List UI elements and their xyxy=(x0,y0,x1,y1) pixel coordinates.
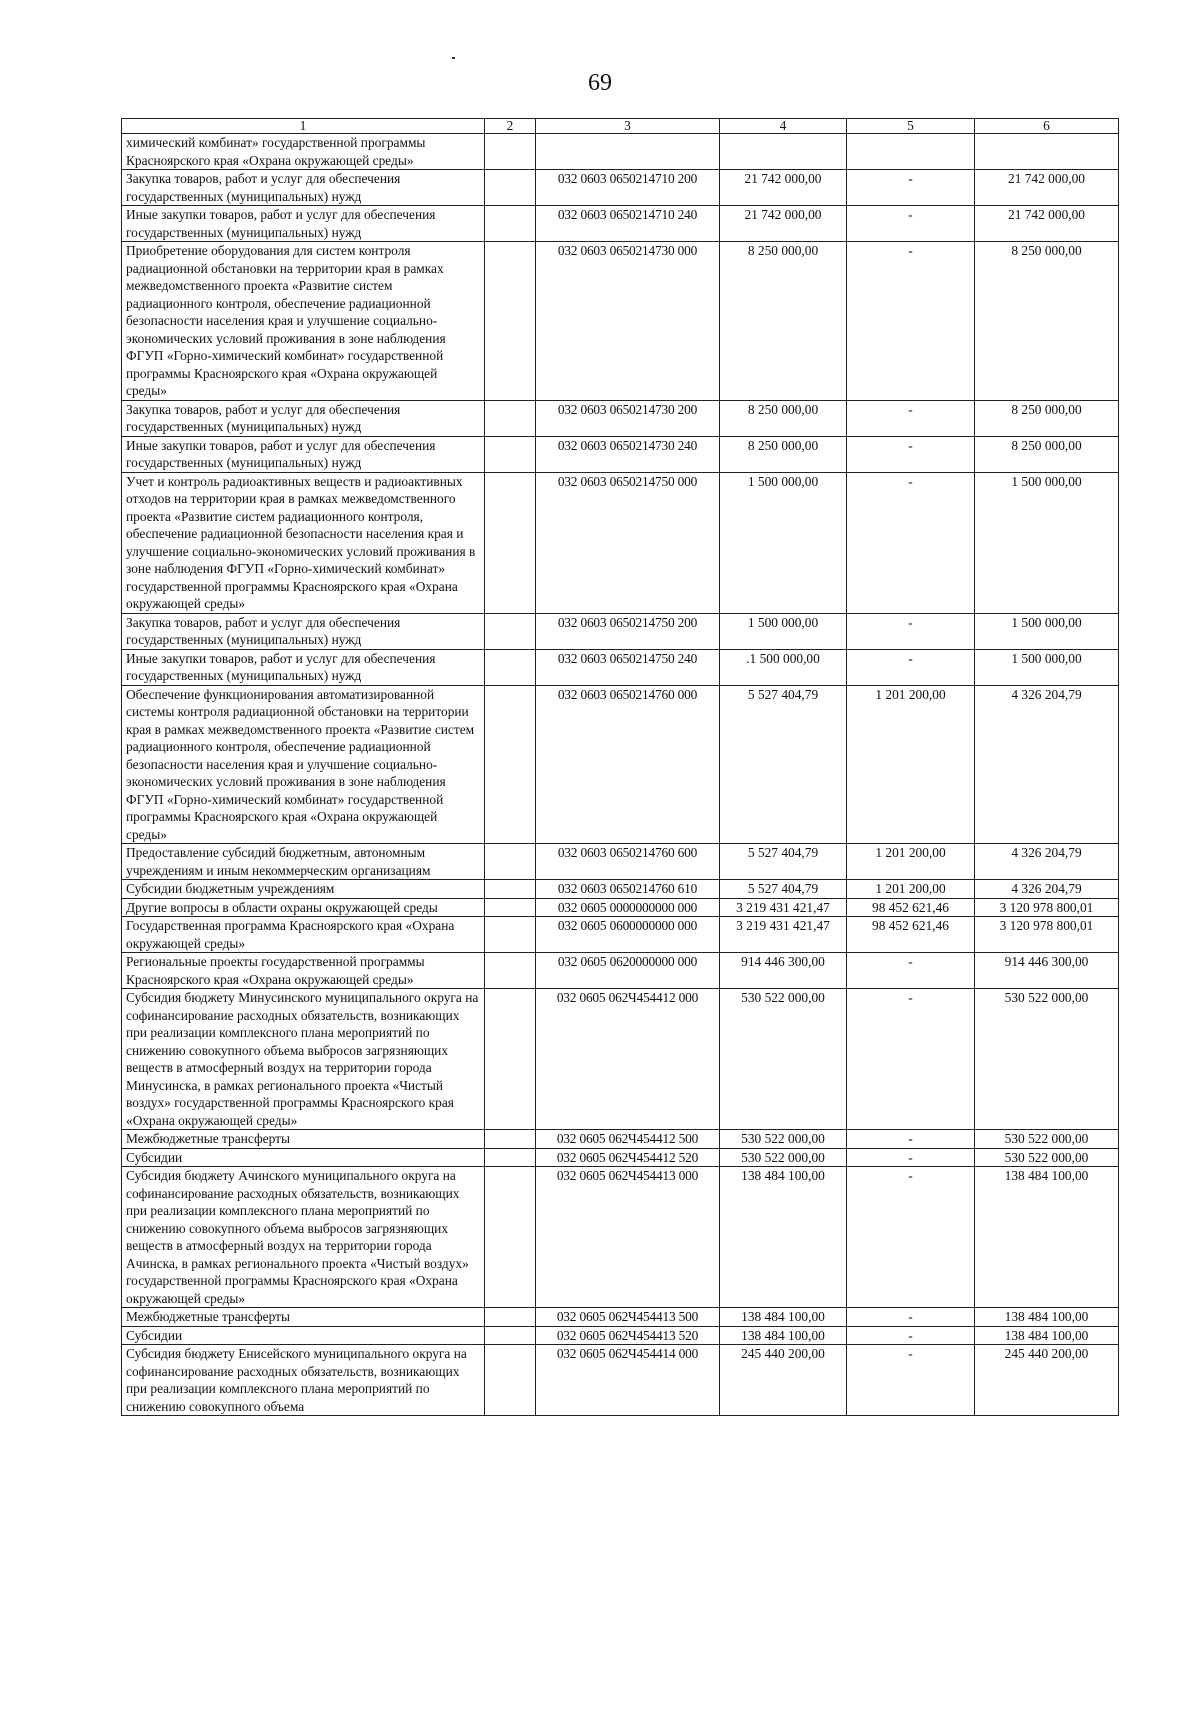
cell-c5: - xyxy=(847,400,975,436)
table-row xyxy=(122,1130,1119,1149)
column-header: 3 xyxy=(536,119,720,134)
cell-code: 032 0605 0620000000 000 xyxy=(536,953,720,989)
cell-code: 032 0603 0650214760 600 xyxy=(536,844,720,880)
cell-c6: 914 446 300,00 xyxy=(975,953,1119,989)
table-body xyxy=(122,134,1119,1416)
budget-table xyxy=(121,118,1119,1416)
cell-c4: 530 522 000,00 xyxy=(720,989,847,1130)
column-header: 6 xyxy=(975,119,1119,134)
cell-empty xyxy=(485,1130,536,1149)
cell-code: 032 0605 0000000000 000 xyxy=(536,898,720,917)
page-number: 69 xyxy=(588,70,612,96)
cell-name: Иные закупки товаров, работ и услуг для обеспечения государственных (муниципальных) нужд xyxy=(122,206,485,242)
cell-code: 032 0605 0600000000 000 xyxy=(536,917,720,953)
cell-c6: 138 484 100,00 xyxy=(975,1308,1119,1327)
table-row xyxy=(122,898,1119,917)
cell-code: 032 0605 062Ч454413 000 xyxy=(536,1167,720,1308)
cell-c4: .1 500 000,00 xyxy=(720,649,847,685)
cell-c6: 530 522 000,00 xyxy=(975,1130,1119,1149)
cell-c6: 4 326 204,79 xyxy=(975,880,1119,899)
cell-c5: - xyxy=(847,170,975,206)
cell-c5: - xyxy=(847,1345,975,1416)
cell-c5: 98 452 621,46 xyxy=(847,898,975,917)
cell-c6: 8 250 000,00 xyxy=(975,242,1119,401)
cell-code: 032 0603 0650214730 200 xyxy=(536,400,720,436)
cell-empty xyxy=(485,989,536,1130)
cell-name: Субсидия бюджету Енисейского муниципального округа на софинансирование расходных обязательств, возникающих при реализации комплексного плана мероприятий по снижению совокупного объема xyxy=(122,1345,485,1416)
cell-c6: 8 250 000,00 xyxy=(975,436,1119,472)
cell-c4: 8 250 000,00 xyxy=(720,436,847,472)
cell-name: Закупка товаров, работ и услуг для обеспечения государственных (муниципальных) нужд xyxy=(122,170,485,206)
cell-c6: 1 500 000,00 xyxy=(975,472,1119,613)
column-header: 5 xyxy=(847,119,975,134)
cell-empty xyxy=(485,898,536,917)
cell-empty xyxy=(485,400,536,436)
cell-name: Межбюджетные трансферты xyxy=(122,1308,485,1327)
cell-code: 032 0605 062Ч454412 000 xyxy=(536,989,720,1130)
cell-name: Межбюджетные трансферты xyxy=(122,1130,485,1149)
table-row xyxy=(122,242,1119,401)
cell-c5: - xyxy=(847,1308,975,1327)
cell-c5: - xyxy=(847,613,975,649)
cell-empty xyxy=(485,472,536,613)
column-header: 2 xyxy=(485,119,536,134)
cell-c5: - xyxy=(847,989,975,1130)
table-row xyxy=(122,953,1119,989)
column-header: 1 xyxy=(122,119,485,134)
cell-name: химический комбинат» государственной программы Красноярского края «Охрана окружающей среды» xyxy=(122,134,485,170)
cell-empty xyxy=(485,685,536,844)
cell-name: Иные закупки товаров, работ и услуг для обеспечения государственных (муниципальных) нужд xyxy=(122,649,485,685)
cell-c6: 1 500 000,00 xyxy=(975,613,1119,649)
table-row xyxy=(122,880,1119,899)
cell-empty xyxy=(485,242,536,401)
table-row xyxy=(122,613,1119,649)
cell-c6: 530 522 000,00 xyxy=(975,989,1119,1130)
cell-empty xyxy=(485,1326,536,1345)
cell-c4: 3 219 431 421,47 xyxy=(720,917,847,953)
cell-c4: 138 484 100,00 xyxy=(720,1308,847,1327)
cell-c5: - xyxy=(847,206,975,242)
cell-empty xyxy=(485,953,536,989)
cell-code: 032 0605 062Ч454412 500 xyxy=(536,1130,720,1149)
cell-c4: 21 742 000,00 xyxy=(720,170,847,206)
cell-c5: - xyxy=(847,472,975,613)
table-row xyxy=(122,685,1119,844)
scan-speck xyxy=(452,57,455,59)
cell-c6: 8 250 000,00 xyxy=(975,400,1119,436)
cell-c4: 5 527 404,79 xyxy=(720,880,847,899)
cell-empty xyxy=(485,844,536,880)
cell-code: 032 0603 0650214760 000 xyxy=(536,685,720,844)
cell-c5: 1 201 200,00 xyxy=(847,685,975,844)
cell-c6: 530 522 000,00 xyxy=(975,1148,1119,1167)
cell-code: 032 0603 0650214710 200 xyxy=(536,170,720,206)
cell-c5: - xyxy=(847,436,975,472)
cell-code: 032 0605 062Ч454413 520 xyxy=(536,1326,720,1345)
cell-name: Субсидии бюджетным учреждениям xyxy=(122,880,485,899)
cell-c4: 3 219 431 421,47 xyxy=(720,898,847,917)
cell-c6: 4 326 204,79 xyxy=(975,685,1119,844)
cell-c4: 5 527 404,79 xyxy=(720,844,847,880)
cell-c4: 530 522 000,00 xyxy=(720,1148,847,1167)
cell-c5: - xyxy=(847,1167,975,1308)
cell-c4 xyxy=(720,134,847,170)
cell-code: 032 0605 062Ч454413 500 xyxy=(536,1308,720,1327)
cell-c6: 21 742 000,00 xyxy=(975,170,1119,206)
cell-c6 xyxy=(975,134,1119,170)
cell-name: Иные закупки товаров, работ и услуг для обеспечения государственных (муниципальных) нужд xyxy=(122,436,485,472)
cell-name: Учет и контроль радиоактивных веществ и радиоактивных отходов на территории края в рамках межведомственного проекта «Развитие систем радиационного контроля, обеспечение радиационной безопасности населения края и улучшение социально-экономических условий проживания в зоне наблюдения ФГУП «Горно-химический комбинат» государственной программы Красноярского края «Охрана окружающей среды» xyxy=(122,472,485,613)
cell-empty xyxy=(485,880,536,899)
table-row xyxy=(122,472,1119,613)
cell-c5: 98 452 621,46 xyxy=(847,917,975,953)
cell-c5: 1 201 200,00 xyxy=(847,880,975,899)
cell-c5: - xyxy=(847,953,975,989)
table-row xyxy=(122,1308,1119,1327)
cell-c4: 530 522 000,00 xyxy=(720,1130,847,1149)
cell-name: Закупка товаров, работ и услуг для обеспечения государственных (муниципальных) нужд xyxy=(122,613,485,649)
cell-name: Государственная программа Красноярского края «Охрана окружающей среды» xyxy=(122,917,485,953)
table-row xyxy=(122,844,1119,880)
cell-code: 032 0605 062Ч454412 520 xyxy=(536,1148,720,1167)
table-row xyxy=(122,917,1119,953)
cell-name: Предоставление субсидий бюджетным, автономным учреждениям и иным некоммерческим организациям xyxy=(122,844,485,880)
cell-empty xyxy=(485,649,536,685)
cell-c6: 1 500 000,00 xyxy=(975,649,1119,685)
cell-code: 032 0603 0650214730 000 xyxy=(536,242,720,401)
cell-code: 032 0603 0650214750 240 xyxy=(536,649,720,685)
cell-c5: - xyxy=(847,1130,975,1149)
table-row xyxy=(122,1167,1119,1308)
cell-empty xyxy=(485,1148,536,1167)
cell-c4: 138 484 100,00 xyxy=(720,1167,847,1308)
cell-empty xyxy=(485,1167,536,1308)
cell-code xyxy=(536,134,720,170)
cell-code: 032 0605 062Ч454414 000 xyxy=(536,1345,720,1416)
cell-name: Субсидии xyxy=(122,1326,485,1345)
cell-c4: 914 446 300,00 xyxy=(720,953,847,989)
cell-empty xyxy=(485,170,536,206)
cell-empty xyxy=(485,206,536,242)
table-header-row xyxy=(122,119,1119,134)
cell-code: 032 0603 0650214760 610 xyxy=(536,880,720,899)
cell-c4: 245 440 200,00 xyxy=(720,1345,847,1416)
cell-c5: - xyxy=(847,242,975,401)
table-row xyxy=(122,170,1119,206)
cell-c4: 8 250 000,00 xyxy=(720,400,847,436)
cell-name: Другие вопросы в области охраны окружающей среды xyxy=(122,898,485,917)
cell-c6: 138 484 100,00 xyxy=(975,1326,1119,1345)
cell-name: Приобретение оборудования для систем контроля радиационной обстановки на территории края в рамках межведомственного проекта «Развитие систем радиационного контроля, обеспечение радиационной безопасности населения края и улучшение социально-экономических условий проживания в зоне наблюдения ФГУП «Горно-химический комбинат» государственной программы Красноярского края «Охрана окружающей среды» xyxy=(122,242,485,401)
cell-c6: 21 742 000,00 xyxy=(975,206,1119,242)
table-row xyxy=(122,134,1119,170)
cell-empty xyxy=(485,1345,536,1416)
cell-empty xyxy=(485,613,536,649)
table-row xyxy=(122,1326,1119,1345)
cell-c4: 5 527 404,79 xyxy=(720,685,847,844)
cell-empty xyxy=(485,1308,536,1327)
cell-empty xyxy=(485,917,536,953)
cell-c5: - xyxy=(847,649,975,685)
cell-c6: 3 120 978 800,01 xyxy=(975,917,1119,953)
cell-name: Закупка товаров, работ и услуг для обеспечения государственных (муниципальных) нужд xyxy=(122,400,485,436)
cell-c5 xyxy=(847,134,975,170)
cell-code: 032 0603 0650214750 200 xyxy=(536,613,720,649)
cell-c5: - xyxy=(847,1148,975,1167)
table-row xyxy=(122,1345,1119,1416)
cell-c6: 4 326 204,79 xyxy=(975,844,1119,880)
cell-code: 032 0603 0650214730 240 xyxy=(536,436,720,472)
column-header: 4 xyxy=(720,119,847,134)
cell-name: Субсидия бюджету Минусинского муниципального округа на софинансирование расходных обязательств, возникающих при реализации комплексного плана мероприятий по снижению совокупного объема выбросов загрязняющих веществ в атмосферный воздух на территории города Минусинска, в рамках регионального проекта «Чистый воздух» государственной программы Красноярского края «Охрана окружающей среды» xyxy=(122,989,485,1130)
table-row xyxy=(122,1148,1119,1167)
cell-code: 032 0603 0650214710 240 xyxy=(536,206,720,242)
cell-empty xyxy=(485,436,536,472)
cell-c5: - xyxy=(847,1326,975,1345)
cell-name: Обеспечение функционирования автоматизированной системы контроля радиационной обстановки на территории края в рамках межведомственного проекта «Развитие систем радиационного контроля, обеспечение радиационной безопасности населения края и улучшение социально-экономических условий проживания в зоне наблюдения ФГУП «Горно-химический комбинат» государственной программы Красноярского края «Охрана окружающей среды» xyxy=(122,685,485,844)
cell-c4: 138 484 100,00 xyxy=(720,1326,847,1345)
cell-c4: 1 500 000,00 xyxy=(720,613,847,649)
table-row xyxy=(122,436,1119,472)
cell-c4: 1 500 000,00 xyxy=(720,472,847,613)
cell-name: Региональные проекты государственной программы Красноярского края «Охрана окружающей среды» xyxy=(122,953,485,989)
cell-c6: 3 120 978 800,01 xyxy=(975,898,1119,917)
cell-name: Субсидии xyxy=(122,1148,485,1167)
cell-empty xyxy=(485,134,536,170)
table-row xyxy=(122,206,1119,242)
cell-code: 032 0603 0650214750 000 xyxy=(536,472,720,613)
cell-c6: 138 484 100,00 xyxy=(975,1167,1119,1308)
table-row xyxy=(122,649,1119,685)
table-row xyxy=(122,989,1119,1130)
cell-c6: 245 440 200,00 xyxy=(975,1345,1119,1416)
cell-c4: 8 250 000,00 xyxy=(720,242,847,401)
cell-name: Субсидия бюджету Ачинского муниципального округа на софинансирование расходных обязательств, возникающих при реализации комплексного плана мероприятий по снижению совокупного объема выбросов загрязняющих веществ в атмосферный воздух на территории города Ачинска, в рамках регионального проекта «Чистый воздух» государственной программы Красноярского края «Охрана окружающей среды» xyxy=(122,1167,485,1308)
cell-c4: 21 742 000,00 xyxy=(720,206,847,242)
cell-c5: 1 201 200,00 xyxy=(847,844,975,880)
table-row xyxy=(122,400,1119,436)
